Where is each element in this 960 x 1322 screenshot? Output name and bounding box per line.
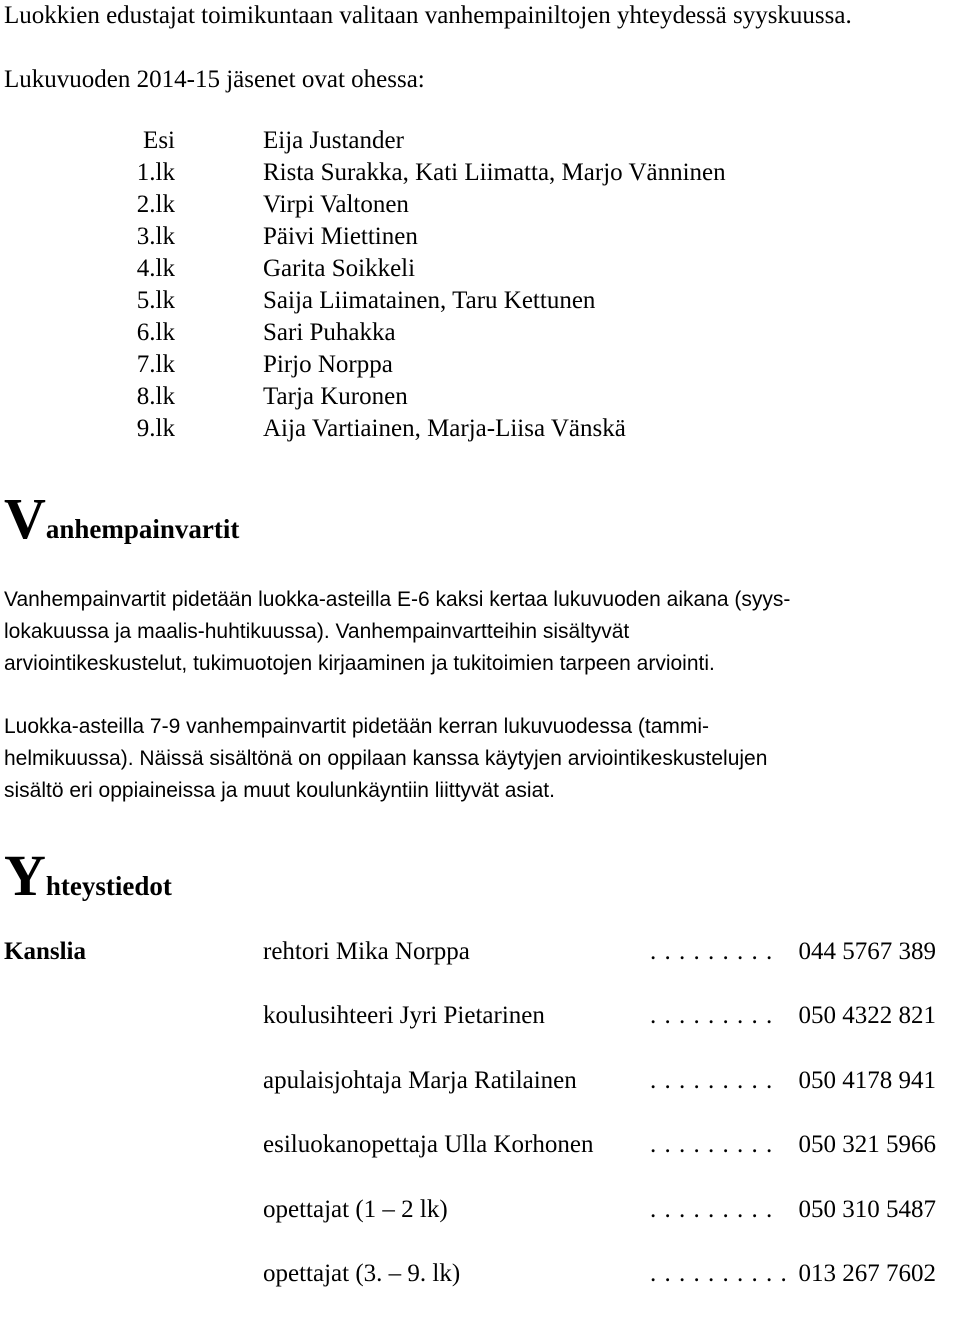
member-names: Eija Justander <box>263 127 404 154</box>
member-grade: 3.lk <box>136 223 175 250</box>
member-names: Sari Puhakka <box>263 319 396 346</box>
member-grade: 5.lk <box>136 287 175 314</box>
member-grade: 7.lk <box>136 351 175 378</box>
contact-row <box>0 1258 960 1322</box>
heading-rest: hteystiedot <box>45 871 172 901</box>
member-grade: 4.lk <box>136 255 175 282</box>
member-names: Päivi Miettinen <box>263 223 418 250</box>
member-names: Saija Liimatainen, Taru Kettunen <box>263 287 596 314</box>
member-row <box>0 189 960 221</box>
member-grade: 2.lk <box>136 191 175 218</box>
member-names: Pirjo Norppa <box>263 351 393 378</box>
members-list <box>0 125 960 445</box>
contact-name: opettajat (1 – 2 lk) <box>263 1195 448 1223</box>
contact-row <box>0 1000 960 1064</box>
heading-initial: V <box>4 486 46 551</box>
member-row <box>0 413 960 445</box>
member-row <box>0 157 960 189</box>
member-row <box>0 221 960 253</box>
contact-phone: 050 310 5487 <box>798 1195 936 1223</box>
member-names: Tarja Kuronen <box>263 383 408 410</box>
contacts-list <box>0 936 960 1322</box>
member-row <box>0 349 960 381</box>
contact-dots: . . . . . . . . . . <box>650 1259 788 1287</box>
heading-rest: anhempainvartit <box>45 514 240 544</box>
contact-dots: . . . . . . . . . <box>650 938 774 965</box>
member-row <box>0 317 960 349</box>
contact-name: koulusihteeri Jyri Pietarinen <box>263 1002 545 1030</box>
contact-name: apulaisjohtaja Marja Ratilainen <box>263 1066 577 1094</box>
members-heading: Lukuvuoden 2014-15 jäsenet ovat ohessa: <box>4 66 425 93</box>
contact-row <box>0 1065 960 1129</box>
member-row <box>0 285 960 317</box>
member-grade: 6.lk <box>136 319 175 346</box>
contact-dots: . . . . . . . . . <box>650 1195 774 1223</box>
contact-section-label: Kanslia <box>4 938 86 965</box>
member-grade: 8.lk <box>136 383 175 410</box>
contact-row <box>0 936 960 1000</box>
heading-initial: Y <box>4 843 46 908</box>
member-grade: Esi <box>143 127 175 154</box>
contact-dots: . . . . . . . . . <box>650 1131 774 1159</box>
intro-line: Luokkien edustajat toimikuntaan valitaan vanhempainiltojen yhteydessä syyskuussa. <box>4 2 852 29</box>
member-row <box>0 381 960 413</box>
paragraph-line: arviointikeskustelut, tukimuotojen kirjaaminen ja tukitoimien tarpeen arviointi. <box>4 652 715 675</box>
contact-dots: . . . . . . . . . <box>650 1002 774 1030</box>
contact-phone: 044 5767 389 <box>798 938 936 965</box>
vanhempainvartit-heading <box>4 486 240 551</box>
member-row <box>0 125 960 157</box>
vanhempainvartit-paragraph-2 <box>4 711 954 807</box>
yhteystiedot-heading <box>4 843 172 908</box>
paragraph-line: Luokka-asteilla 7-9 vanhempainvartit pidetään kerran lukuvuodessa (tammi- <box>4 715 710 738</box>
contact-dots: . . . . . . . . . <box>650 1066 774 1094</box>
paragraph-line: Vanhempainvartit pidetään luokka-asteilla E-6 kaksi kertaa lukuvuoden aikana (syys- <box>4 588 791 611</box>
member-row <box>0 253 960 285</box>
member-names: Aija Vartiainen, Marja-Liisa Vänskä <box>263 415 626 442</box>
paragraph-line: helmikuussa). Näissä sisältönä on oppilaan kanssa käytyjen arviointikeskustelujen <box>4 747 768 770</box>
contact-row <box>0 1129 960 1193</box>
contact-name: rehtori Mika Norppa <box>263 938 470 965</box>
member-grade: 9.lk <box>136 415 175 442</box>
contact-phone: 050 4322 821 <box>798 1002 936 1030</box>
member-names: Rista Surakka, Kati Liimatta, Marjo Vänninen <box>263 159 726 186</box>
contact-phone: 050 321 5966 <box>798 1131 936 1159</box>
contact-phone: 013 267 7602 <box>798 1259 936 1287</box>
contact-name: opettajat (3. – 9. lk) <box>263 1259 461 1287</box>
contact-name: esiluokanopettaja Ulla Korhonen <box>263 1131 594 1159</box>
contact-row <box>0 1194 960 1258</box>
paragraph-line: sisältö eri oppiaineissa ja muut koulunkäyntiin liittyvät asiat. <box>4 779 555 802</box>
paragraph-line: lokakuussa ja maalis-huhtikuussa). Vanhempainvartteihin sisältyvät <box>4 620 630 643</box>
vanhempainvartit-paragraph-1 <box>4 584 954 680</box>
member-grade: 1.lk <box>136 159 175 186</box>
member-names: Garita Soikkeli <box>263 255 416 282</box>
contact-phone: 050 4178 941 <box>798 1066 936 1094</box>
member-names: Virpi Valtonen <box>263 191 409 218</box>
